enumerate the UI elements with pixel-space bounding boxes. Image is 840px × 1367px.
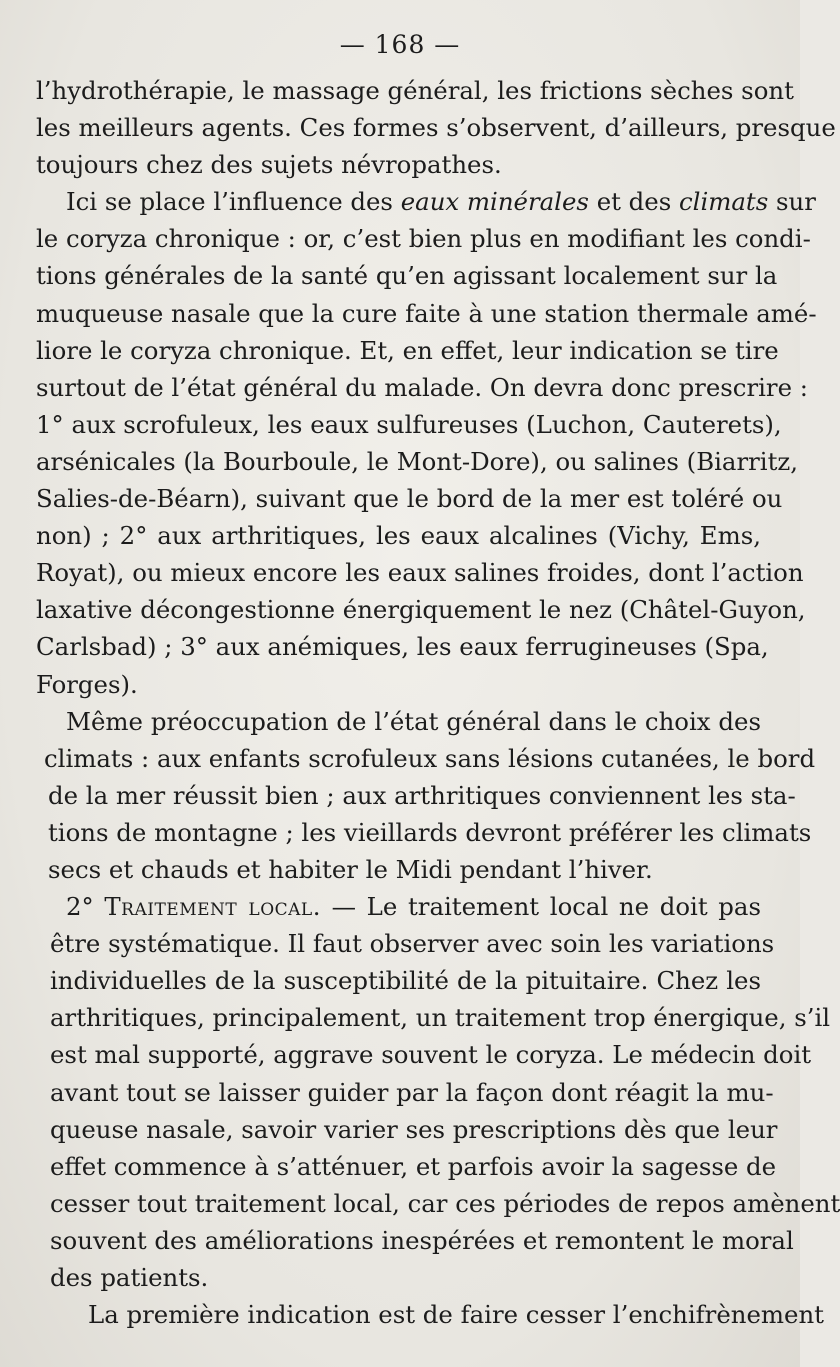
text-line: queuse nasale, savoir varier ses prescriptions dès que leur xyxy=(50,1114,778,1144)
text-line: liore le coryza chronique. Et, en effet, leur indication se tire xyxy=(36,335,779,365)
paragraph xyxy=(36,888,840,1296)
text-line: de la mer réussit bien ; aux arthritiques conviennent les sta- xyxy=(48,780,796,810)
text-line: les meilleurs agents. Ces formes s’observent, d’ailleurs, presque xyxy=(36,113,836,143)
text-run: sur xyxy=(768,187,816,217)
text-line: être systématique. Il faut observer avec soin les variations xyxy=(50,929,775,959)
text-line xyxy=(36,183,816,220)
text-line: Salies-de-Béarn), suivant que le bord de la mer est toléré ou xyxy=(36,484,783,514)
text-line: tions de montagne ; les vieillards devront préférer les climats xyxy=(48,817,812,847)
text-line: laxative décongestionne énergiquement le nez (Châtel-Guyon, xyxy=(36,595,806,625)
paragraph xyxy=(36,1296,824,1333)
paragraph xyxy=(36,72,836,183)
text-run: Ici se place l’influence des xyxy=(66,187,401,217)
text-run: — Le traitement local ne doit pas xyxy=(320,892,761,922)
text-run: et des xyxy=(588,187,679,217)
text-line: individuelles de la susceptibilité de la pituitaire. Chez les xyxy=(50,966,761,996)
text-line xyxy=(36,888,761,925)
text-line: souvent des améliorations inespérées et remontent le moral xyxy=(50,1225,794,1255)
paragraph xyxy=(36,183,817,702)
italic-term: eaux minérales xyxy=(400,187,589,217)
text-line: le coryza chronique : or, c’est bien plus en modifiant les condi- xyxy=(36,224,811,254)
text-line: muqueuse nasale que la cure faite à une station thermale amé- xyxy=(36,298,817,328)
text-line: secs et chauds et habiter le Midi pendant l’hiver. xyxy=(48,854,653,884)
text-line: toujours chez des sujets névropathes. xyxy=(36,150,502,180)
text-line: climats : aux enfants scrofuleux sans lésions cutanées, le bord xyxy=(44,743,816,773)
text-line: effet commence à s’atténuer, et parfois avoir la sagesse de xyxy=(50,1151,777,1181)
text-line: l’hydrothérapie, le massage général, les frictions sèches sont xyxy=(36,76,794,105)
text-line: Carlsbad) ; 3° aux anémiques, les eaux ferrugineuses (Spa, xyxy=(36,632,769,662)
text-line: arsénicales (la Bourboule, le Mont-Dore), ou salines (Biarritz, xyxy=(36,446,798,476)
page-number: — 168 — xyxy=(339,30,461,59)
text-line: 1° aux scrofuleux, les eaux sulfureuses (Luchon, Cauterets), xyxy=(36,409,782,439)
text-line: tions générales de la santé qu’en agissant localement sur la xyxy=(36,261,778,291)
text-line: des patients. xyxy=(50,1263,209,1292)
text-line: cesser tout traitement local, car ces périodes de repos amènent xyxy=(50,1188,840,1218)
text-line: surtout de l’état général du malade. On devra donc prescrire : xyxy=(36,372,808,402)
text-line: avant tout se laisser guider par la façon dont réagit la mu- xyxy=(50,1077,774,1107)
section-heading: Traitement local. xyxy=(104,892,321,922)
text-line: Forges). xyxy=(36,669,138,699)
italic-term: climats xyxy=(679,187,769,217)
text-line: Même préoccupation de l’état général dans le choix des xyxy=(66,706,761,736)
section-number: 2° xyxy=(66,892,94,922)
text-line: non) ; 2° aux arthritiques, les eaux alcalines (Vichy, Ems, xyxy=(36,521,761,551)
text-line: est mal supporté, aggrave souvent le coryza. Le médecin doit xyxy=(50,1040,812,1070)
text-line: La première indication est de faire cesser l’enchifrènement xyxy=(88,1300,824,1330)
paragraph xyxy=(36,703,816,888)
body-text xyxy=(36,72,840,1333)
text-line: Royat), ou mieux encore les eaux salines froides, dont l’action xyxy=(36,558,804,588)
text-line: arthritiques, principalement, un traitement trop énergique, s’il xyxy=(50,1003,831,1033)
